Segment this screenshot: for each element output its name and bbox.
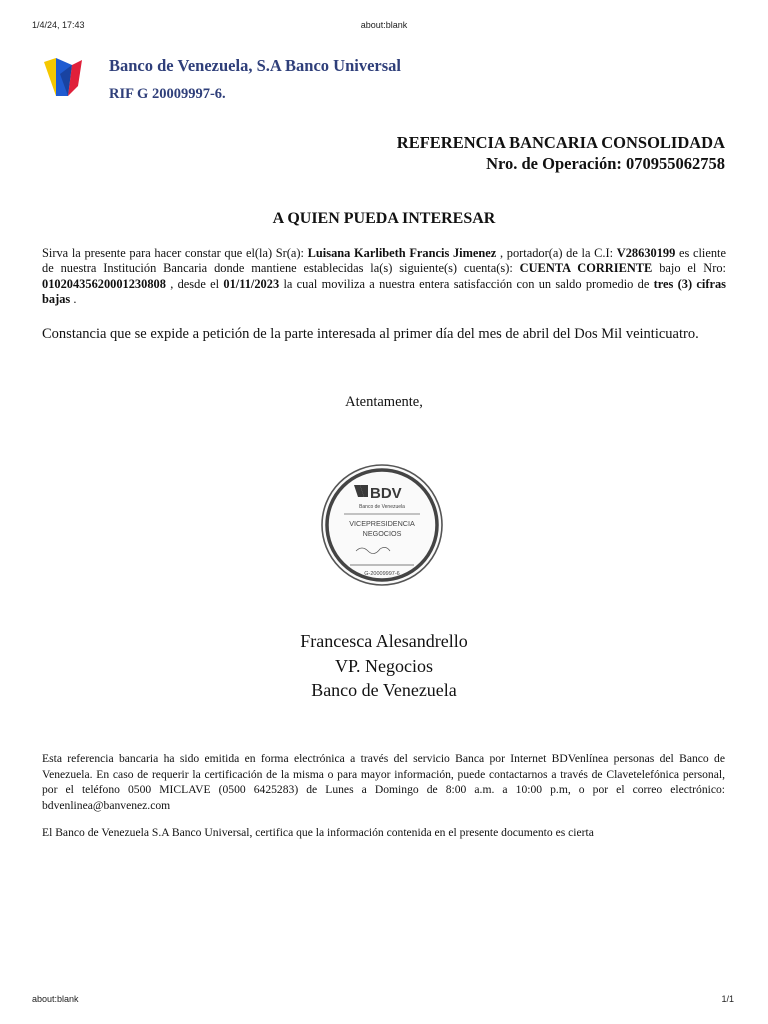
print-datetime: 1/4/24, 17:43	[32, 20, 85, 30]
signature-block	[0, 629, 768, 703]
body-text: es cliente de nuestra Institución Bancaria donde mantiene establecidas la(s) siguiente(s) cuenta(s):	[42, 246, 726, 276]
signer-title: VP. Negocios	[335, 655, 433, 676]
body-text: la cual moviliza a nuestra entera satisfacción con un saldo promedio de	[279, 276, 654, 291]
client-ci: V28630199	[616, 246, 676, 260]
body-text: bajo el Nro:	[652, 261, 726, 276]
footer-note-electronic: Esta referencia bancaria ha sido emitida en forma electrónica a través del servicio Banca por Internet BDVenlínea personas del Banco de Venezuela. En caso de requerir la certificación de la misma o para mayor información, puede contactarnos a través de Clavetelefónica personal, por el teléfono 0500 MICLAVE (0500 6425283) de Lunes a Domingo de 8:00 a.m. a 10:00 p.m, o por el correo electrónico: bdvenlinea@banvenez.com	[42, 752, 725, 812]
stamp-subtitle: Banco de Venezuela	[359, 504, 405, 510]
footer-note-certification: El Banco de Venezuela S.A Banco Universal, certifica que la información contenida en el presente documento es cierta	[42, 826, 594, 839]
body-text: , portador(a) de la C.I:	[496, 246, 617, 260]
signer-name: Francesca Alesandrello	[300, 631, 468, 651]
bank-rif: RIF G 20009997-6.	[109, 86, 226, 102]
certification-paragraph	[42, 246, 726, 308]
stamp-rif: G-20009997-6	[364, 571, 400, 577]
official-stamp	[320, 463, 444, 587]
issued-statement: Constancia que se expide a petición de la parte interesada al primer día del mes de abril del Dos Mil veinticuatro.	[42, 326, 699, 342]
average-balance: tres (3) cifras bajas	[42, 276, 726, 307]
since-date: 01/11/2023	[223, 276, 280, 291]
stamp-dept-line1: VICEPRESIDENCIA	[349, 519, 415, 528]
stamp-dept-line2: NEGOCIOS	[362, 529, 402, 538]
print-footer-url: about:blank	[32, 994, 79, 1004]
closing: Atentamente,	[345, 394, 423, 410]
body-text: Sirva la presente para hacer constar que el(la) Sr(a):	[42, 246, 308, 260]
client-name: Luisana Karlibeth Francis Jimenez	[307, 246, 497, 260]
body-text: , desde el	[165, 276, 224, 291]
print-url: about:blank	[360, 20, 408, 30]
stamp-brand: BDV	[370, 485, 402, 502]
operation-number: Nro. de Operación: 070955062758	[486, 154, 725, 173]
account-type: CUENTA CORRIENTE	[519, 261, 653, 276]
bank-name: Banco de Venezuela, S.A Banco Universal	[109, 56, 401, 75]
reference-title: REFERENCIA BANCARIA CONSOLIDADA	[396, 133, 725, 152]
body-text: .	[70, 292, 77, 307]
account-number: 01020435620001230808	[42, 276, 166, 291]
signer-organization: Banco de Venezuela	[311, 680, 457, 700]
reference-header	[397, 132, 725, 174]
page-number: 1/1	[721, 994, 734, 1004]
salutation: A QUIEN PUEDA INTERESAR	[272, 210, 496, 227]
bank-logo-icon	[42, 56, 84, 102]
